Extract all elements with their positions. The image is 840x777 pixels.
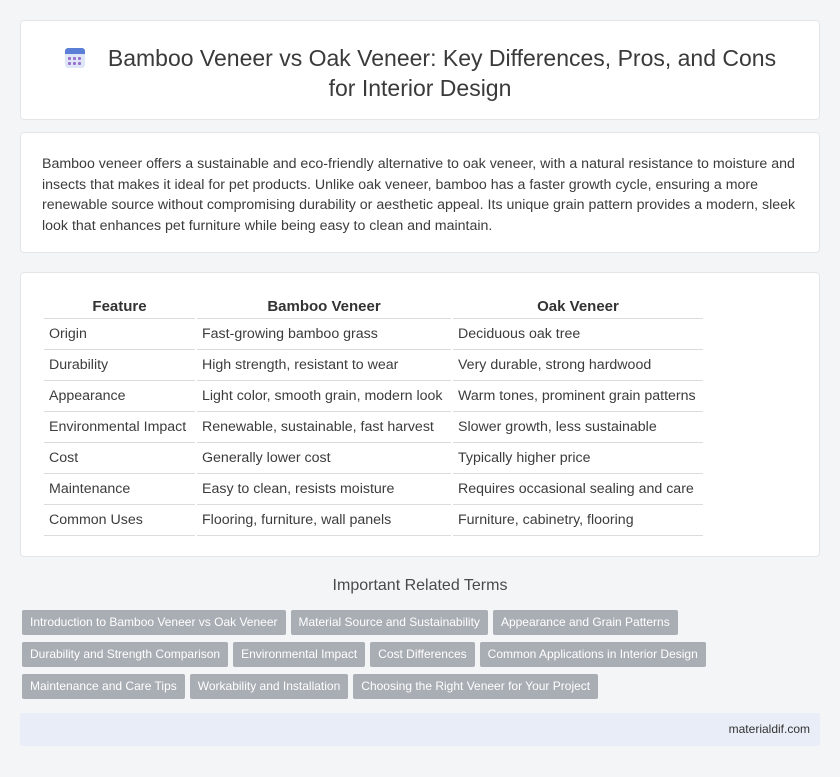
related-terms-tags	[22, 610, 722, 706]
tag-row	[22, 610, 722, 642]
table-cell: Cost	[44, 443, 195, 474]
title-card	[20, 20, 820, 120]
tag-link[interactable]: Durability and Strength Comparison	[22, 642, 228, 667]
table-cell: Durability	[44, 350, 195, 381]
table-cell: Common Uses	[44, 505, 195, 536]
header-oak: Oak Veneer	[453, 295, 703, 319]
table-cell: High strength, resistant to wear	[197, 350, 451, 381]
intro-card	[20, 132, 820, 253]
table-cell: Furniture, cabinetry, flooring	[453, 505, 703, 536]
tag-link[interactable]: Environmental Impact	[233, 642, 365, 667]
tag-link[interactable]: Appearance and Grain Patterns	[493, 610, 678, 635]
related-terms-heading: Important Related Terms	[332, 577, 508, 594]
table-header-row	[44, 295, 703, 319]
table-cell: Generally lower cost	[197, 443, 451, 474]
footer-site-link[interactable]: materialdif.com	[728, 722, 810, 736]
table-cell: Environmental Impact	[44, 412, 195, 443]
table-cell: Light color, smooth grain, modern look	[197, 381, 451, 412]
table-cell: Typically higher price	[453, 443, 703, 474]
table-row	[44, 319, 703, 350]
page-title: Bamboo Veneer vs Oak Veneer: Key Differences, Pros, and Cons for Interior Design	[107, 45, 777, 101]
table-cell: Very durable, strong hardwood	[453, 350, 703, 381]
intro-paragraph: Bamboo veneer offers a sustainable and eco-friendly alternative to oak veneer, with a natural resistance to moisture and insects that makes it ideal for pet products. Unlike oak veneer, bamboo has a faster growth cycle, ensuring a more renewable source without compromising durability or aesthetic appeal. Its unique grain pattern provides a modern, sleek look that enhances pet furniture while being easy to clean and maintain.	[42, 156, 796, 234]
tag-row	[22, 642, 722, 674]
tag-row	[22, 674, 722, 706]
table-row	[44, 381, 703, 412]
footer-bar	[20, 713, 820, 746]
table-cell: Flooring, furniture, wall panels	[197, 505, 451, 536]
tag-link[interactable]: Material Source and Sustainability	[291, 610, 488, 635]
calendar-icon	[64, 47, 86, 69]
table-cell: Renewable, sustainable, fast harvest	[197, 412, 451, 443]
table-row	[44, 443, 703, 474]
tag-link[interactable]: Maintenance and Care Tips	[22, 674, 185, 699]
table-cell: Requires occasional sealing and care	[453, 474, 703, 505]
tag-link[interactable]: Common Applications in Interior Design	[480, 642, 706, 667]
table-cell: Easy to clean, resists moisture	[197, 474, 451, 505]
table-cell: Appearance	[44, 381, 195, 412]
table-cell: Origin	[44, 319, 195, 350]
comparison-table-card	[20, 272, 820, 557]
comparison-table	[42, 295, 705, 536]
header-bamboo: Bamboo Veneer	[197, 295, 451, 319]
tag-link[interactable]: Cost Differences	[370, 642, 474, 667]
table-cell: Slower growth, less sustainable	[453, 412, 703, 443]
table-row	[44, 350, 703, 381]
table-cell: Fast-growing bamboo grass	[197, 319, 451, 350]
table-row	[44, 412, 703, 443]
table-row	[44, 474, 703, 505]
table-row	[44, 505, 703, 536]
header-feature: Feature	[44, 295, 195, 319]
table-cell: Maintenance	[44, 474, 195, 505]
table-cell: Deciduous oak tree	[453, 319, 703, 350]
tag-link[interactable]: Introduction to Bamboo Veneer vs Oak Veneer	[22, 610, 286, 635]
tag-link[interactable]: Workability and Installation	[190, 674, 349, 699]
tag-link[interactable]: Choosing the Right Veneer for Your Project	[353, 674, 598, 699]
table-cell: Warm tones, prominent grain patterns	[453, 381, 703, 412]
